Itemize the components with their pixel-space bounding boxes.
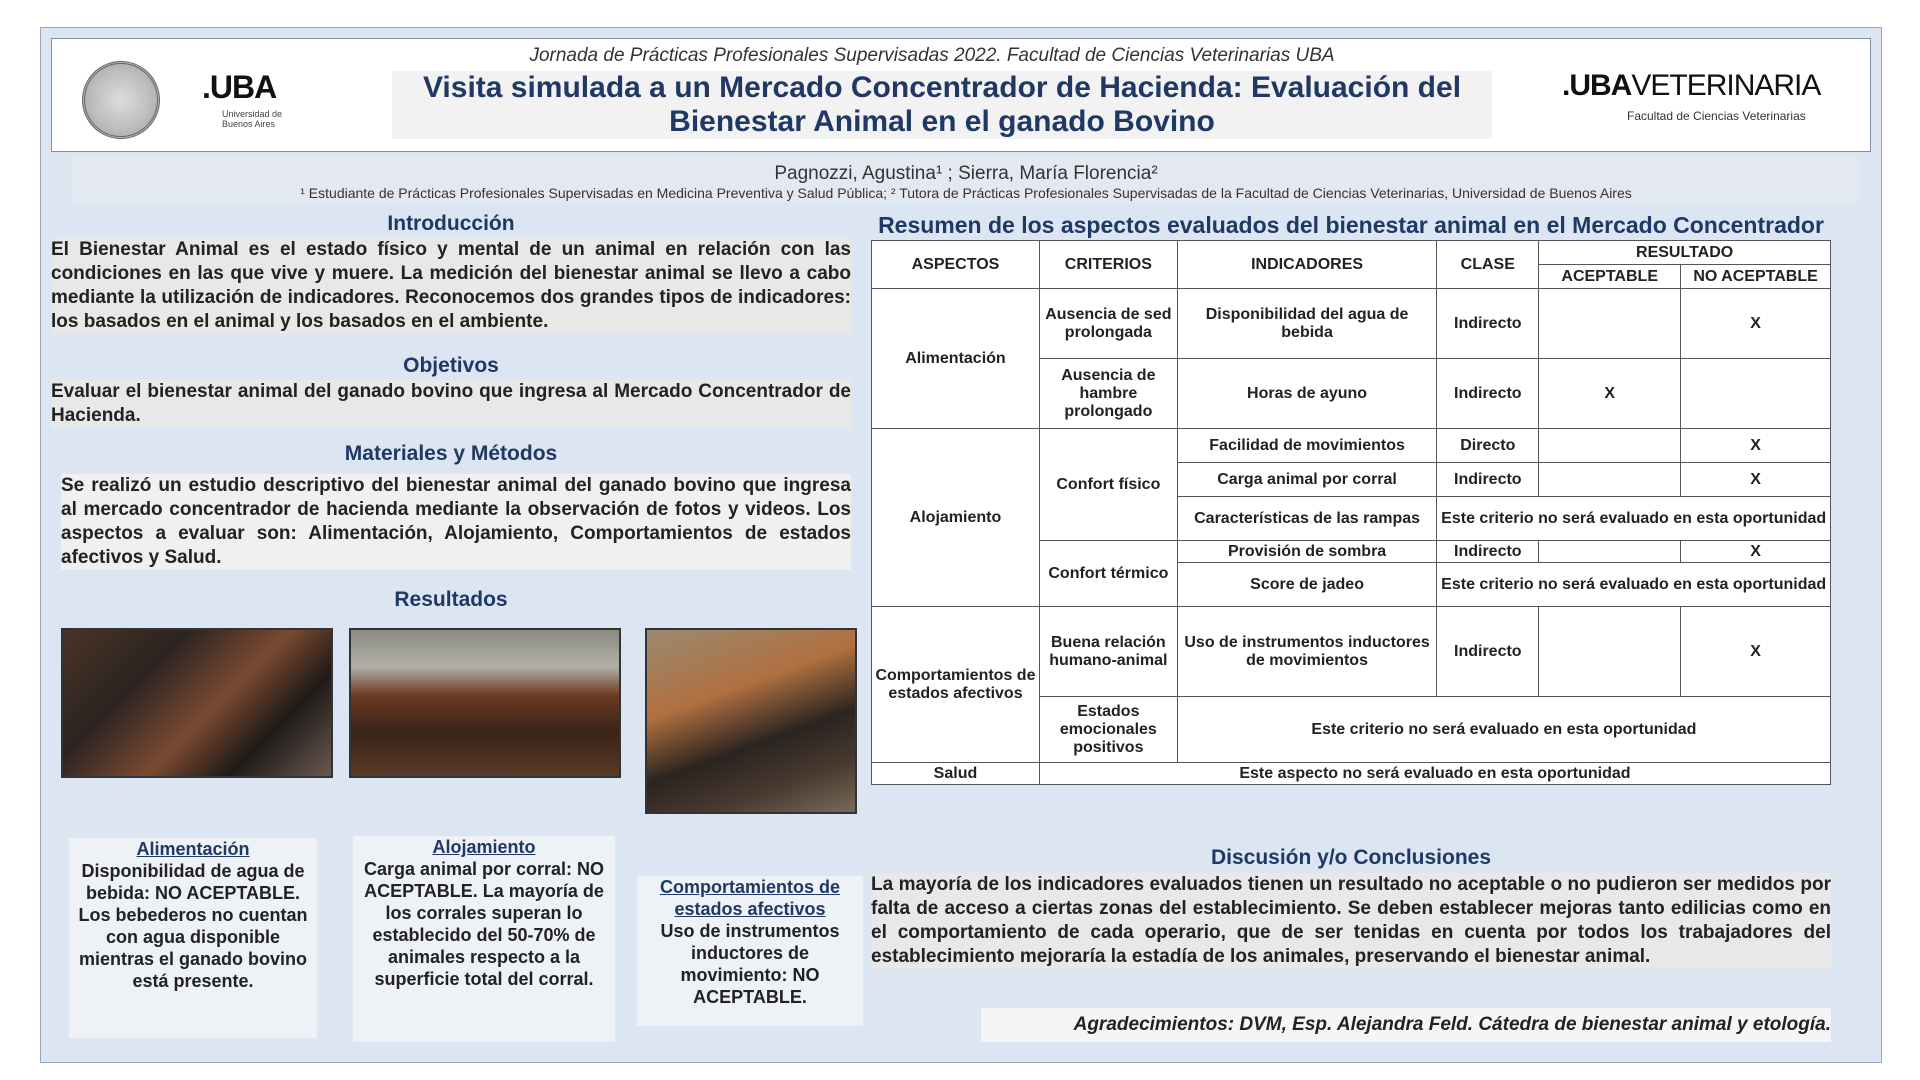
authors-box [71,158,1861,202]
no-aceptable-ayuno [1681,359,1831,429]
th-criterios: CRITERIOS [1039,241,1177,289]
caption-alojamiento [353,836,615,1042]
summary-table [871,240,1831,785]
aspect-alojamiento: Alojamiento [872,429,1040,607]
indicador-agua: Disponibilidad del agua de bebida [1177,289,1437,359]
methods-heading: Materiales y Métodos [344,442,558,465]
caption-alojamiento-text: Carga animal por corral: NO ACEPTABLE. La mayoría de los corrales superan lo establecido del 50-70% de animales respecto a la superficie total del corral. [363,859,605,989]
emocionales-not-evaluated: Este criterio no será evaluado en esta oportunidad [1177,697,1830,763]
criterio-hambre: Ausencia de hambre prolongado [1039,359,1177,429]
clase-instrumentos: Indirecto [1437,607,1539,697]
uba-veterinaria-rest: VETERINARIA [1631,69,1821,102]
indicador-rampas: Características de las rampas [1177,497,1437,541]
photo-cattle-handler [645,628,857,814]
criterio-sed: Ausencia de sed prolongada [1039,289,1177,359]
th-resultado: RESULTADO [1539,241,1831,265]
table-row [872,607,1831,697]
intro-heading: Introducción [387,212,515,235]
caption-alimentacion-text: Disponibilidad de agua de bebida: NO ACEPTABLE. Los bebederos no cuentan con agua disponible mientras el ganado bovino está presente. [78,861,308,991]
acknowledgements: Agradecimientos: DVM, Esp. Alejandra Feld. Cátedra de bienestar animal y etología. [981,1008,1831,1042]
uba-veterinaria-bold: .UBA [1562,69,1632,102]
no-aceptable-carga: X [1681,463,1831,497]
aceptable-instrumentos [1539,607,1681,697]
indicador-ayuno: Horas de ayuno [1177,359,1437,429]
no-aceptable-agua: X [1681,289,1831,359]
indicador-carga: Carga animal por corral [1177,463,1437,497]
poster-title: Visita simulada a un Mercado Concentrador de Hacienda: Evaluación del Bienestar Animal en el ganado Bovino [392,71,1492,139]
clase-carga: Indirecto [1437,463,1539,497]
aceptable-movimientos [1539,429,1681,463]
authors: Pagnozzi, Agustina¹ ; Sierra, María Florencia² [774,163,1158,184]
indicador-jadeo: Score de jadeo [1177,563,1437,607]
affiliations: ¹ Estudiante de Prácticas Profesionales Supervisadas en Medicina Preventiva y Salud Pública; ² Tutora de Prácticas Profesionales Supervisadas de la Facultad de Ciencias Veterinarias, Universidad de Buenos Aires [300,185,1632,201]
no-aceptable-movimientos: X [1681,429,1831,463]
results-heading: Resultados [394,588,508,611]
jadeo-not-evaluated: Este criterio no será evaluado en esta oportunidad [1437,563,1831,607]
table-header-row [872,241,1831,265]
aspect-salud: Salud [872,763,1040,785]
aceptable-carga [1539,463,1681,497]
table-row [872,763,1831,785]
th-aspectos: ASPECTOS [872,241,1040,289]
caption-alojamiento-title: Alojamiento [432,837,536,857]
caption-comportamientos [637,876,863,1026]
header [51,38,1871,152]
th-clase: CLASE [1437,241,1539,289]
uba-veterinaria-logo [1562,69,1820,103]
aceptable-ayuno: X [1539,359,1681,429]
objectives-text: Evaluar el bienestar animal del ganado bovino que ingresa al Mercado Concentrador de Hacienda. [51,381,851,426]
indicador-movimientos: Facilidad de movimientos [1177,429,1437,463]
table-row [872,289,1831,359]
criterio-confort-termico: Confort térmico [1039,541,1177,607]
photo-cattle-corral [349,628,621,778]
uba-veterinaria-subtitle: Facultad de Ciencias Veterinarias [1627,109,1806,123]
intro-text: El Bienestar Animal es el estado físico y mental de un animal en relación con las condiciones en las que vive y muere. La medición del bienestar animal se llevo a cabo mediante la utilización de indicadores. Reconocemos dos grandes tipos de indicadores: los basados en el animal y los basados en el ambiente. [51,239,851,332]
caption-comportamientos-text: Uso de instrumentos inductores de movimiento: NO ACEPTABLE. [660,921,840,1007]
criterio-confort-fisico: Confort físico [1039,429,1177,541]
discussion-text: La mayoría de los indicadores evaluados tienen un resultado no aceptable o no pudieron ser medidos por falta de acceso a ciertas zonas del establecimiento. Se deben establecer mejoras tanto edilicias como en el comportamiento de cada operario, que de ser tenidas en cuenta por todos los trabajadores del establecimiento mejoraría la estadía de los animales, preservando el bienestar animal. [871,874,1831,967]
clase-agua: Indirecto [1437,289,1539,359]
aspect-alimentacion: Alimentación [872,289,1040,429]
clase-sombra: Indirecto [1437,541,1539,563]
photo-cattle-drinking [61,628,333,778]
aspect-comportamientos: Comportamientos de estados afectivos [872,607,1040,763]
discussion-heading: Discusión y/o Conclusiones [1210,846,1492,869]
aceptable-agua [1539,289,1681,359]
caption-alimentacion [69,838,317,1038]
no-aceptable-instrumentos: X [1681,607,1831,697]
uba-logo-subtitle: Universidad de Buenos Aires [222,109,283,129]
no-aceptable-sombra: X [1681,541,1831,563]
indicador-instrumentos: Uso de instrumentos inductores de movimientos [1177,607,1437,697]
salud-not-evaluated: Este aspecto no será evaluado en esta oportunidad [1039,763,1830,785]
clase-ayuno: Indirecto [1437,359,1539,429]
methods-text: Se realizó un estudio descriptivo del bienestar animal del ganado bovino que ingresa al mercado concentrador de hacienda mediante la observación de fotos y videos. Los aspectos a evaluar son: Alimentación, Alojamiento, Comportamientos de estados afectivos y Salud. [61,475,851,568]
th-indicadores: INDICADORES [1177,241,1437,289]
conference-line: Jornada de Prácticas Profesionales Supervisadas 2022. Facultad de Ciencias Veterinarias UBA [529,45,1335,66]
rampas-not-evaluated: Este criterio no será evaluado en esta oportunidad [1437,497,1831,541]
criterio-buena-relacion: Buena relación humano-animal [1039,607,1177,697]
uba-logo-text: .UBA [202,69,277,105]
objectives-heading: Objetivos [403,354,499,377]
caption-alimentacion-title: Alimentación [136,839,250,859]
caption-comportamientos-title: Comportamientos de estados afectivos [659,877,841,919]
th-aceptable: ACEPTABLE [1539,265,1681,289]
th-no-aceptable: NO ACEPTABLE [1681,265,1831,289]
table-row [872,429,1831,463]
indicador-sombra: Provisión de sombra [1177,541,1437,563]
poster [40,27,1882,1063]
clase-movimientos: Directo [1437,429,1539,463]
aceptable-sombra [1539,541,1681,563]
table-title: Resumen de los aspectos evaluados del bienestar animal en el Mercado Concentrador [878,212,1824,238]
uba-seal-logo [82,61,160,139]
criterio-estados-emocionales: Estados emocionales positivos [1039,697,1177,763]
